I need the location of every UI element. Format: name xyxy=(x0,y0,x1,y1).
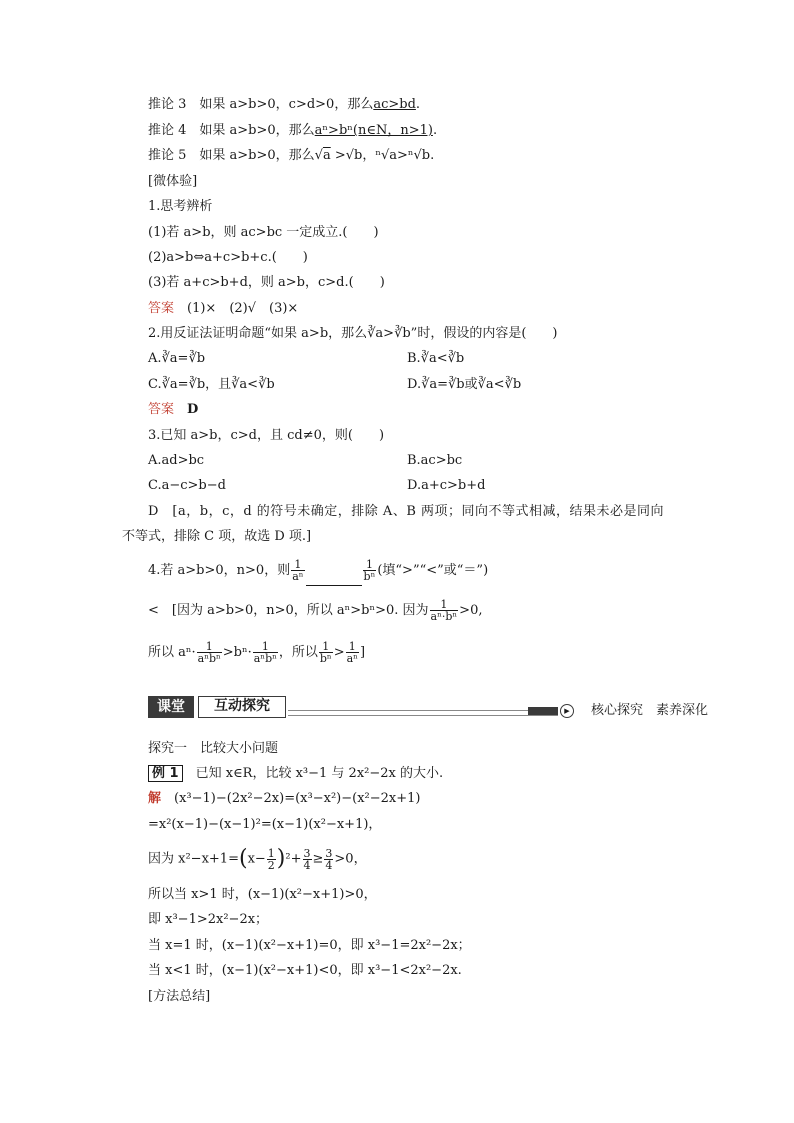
paren-open: ( xyxy=(238,846,248,871)
solution-line6: 当 x=1 时，(x−1)(x²−x+1)=0，即 x³−1=2x²−2x； xyxy=(148,938,471,953)
fraction xyxy=(267,848,276,871)
banner-subtitle: 核心探究 素养深化 xyxy=(590,703,708,718)
solution-label: 解 xyxy=(148,791,162,806)
text: 已知 x∈R，比较 x³−1 与 2x²−2x 的大小. xyxy=(182,766,444,781)
question-1-3: (3)若 a+c>b+d，则 a>b，c>d.( ) xyxy=(148,275,385,290)
text: x− xyxy=(247,851,266,867)
underlined-answer: aⁿ>bⁿ(n∈N，n>1) xyxy=(314,123,433,138)
fraction xyxy=(303,848,312,871)
question-1-1: (1)若 a>b，则 ac>bc 一定成立.( ) xyxy=(148,225,379,240)
answer-2 xyxy=(148,401,198,419)
option-3a: A.ad>bc xyxy=(148,453,205,468)
question-1-2: (2)a>b⇔a+c>b+c.( ) xyxy=(148,250,308,265)
underlined-answer: ac>bd xyxy=(373,97,416,112)
numerator: 1 xyxy=(291,559,304,571)
option-2b: B.∛a<∛b xyxy=(407,351,465,366)
solution-line2: =x²(x−1)−(x−1)²=(x−1)(x²−x+1)， xyxy=(148,817,382,832)
text: ²+ xyxy=(285,851,302,867)
fraction xyxy=(291,559,304,582)
option-2d: D.∛a=∛b或∛a<∛b xyxy=(407,377,522,392)
solution-line3 xyxy=(148,842,367,876)
numerator: 3 xyxy=(303,846,311,860)
option-3b: B.ac>bc xyxy=(407,453,463,468)
example-1 xyxy=(148,765,443,783)
text: >0, xyxy=(459,603,483,618)
banner-tag-classroom: 课堂 xyxy=(148,696,194,718)
text: ，所以 xyxy=(278,645,318,660)
text: ≥ xyxy=(312,851,324,867)
denominator: aⁿbⁿ xyxy=(197,652,221,665)
denominator: bⁿ xyxy=(363,570,376,583)
explanation-3-line2: 不等式，排除 C 项，故选 D 项.] xyxy=(122,529,312,544)
solution-line4: 所以当 x>1 时，(x−1)(x²−x+1)>0， xyxy=(148,887,377,902)
question-1-title: 1.思考辨析 xyxy=(148,199,213,214)
option-3d: D.a+c>b+d xyxy=(407,478,486,493)
method-summary-heading: [方法总结] xyxy=(148,989,211,1004)
text: . xyxy=(432,123,438,138)
denominator: aⁿ·bⁿ xyxy=(430,610,458,623)
solution-line7: 当 x<1 时，(x−1)(x²−x+1)<0，即 x³−1<2x²−2x. xyxy=(148,963,462,978)
answer-text: D xyxy=(174,402,199,417)
text: >bⁿ· xyxy=(222,645,252,660)
option-2c: C.∛a=∛b，且∛a<∛b xyxy=(148,377,275,392)
fraction xyxy=(319,641,333,664)
corollary-5 xyxy=(148,147,434,165)
denominator: aⁿbⁿ xyxy=(253,652,277,665)
fraction xyxy=(346,641,359,664)
text: 4.若 a>b>0，n>0，则 xyxy=(148,563,291,578)
fraction xyxy=(324,848,333,871)
numerator: 1 xyxy=(430,599,459,611)
text: 所以 aⁿ· xyxy=(148,645,196,660)
numerator: 3 xyxy=(325,846,333,860)
answer-4-line2 xyxy=(148,638,365,668)
section-banner xyxy=(148,696,708,718)
answer-1 xyxy=(148,300,298,318)
banner-rule xyxy=(288,710,558,716)
banner-tag-interactive: 互动探究 xyxy=(198,696,286,718)
underlined-answer: a xyxy=(322,148,331,163)
fraction xyxy=(363,559,377,582)
answer-label: 答案 xyxy=(148,402,175,417)
solution-line5: 即 x³−1>2x²−2x； xyxy=(148,912,269,927)
text: >√b，ⁿ√a>ⁿ√b. xyxy=(330,148,435,163)
numerator: 1 xyxy=(197,641,222,653)
text: < [因为 a>b>0，n>0，所以 aⁿ>bⁿ>0. 因为 xyxy=(148,603,429,618)
fraction xyxy=(197,641,222,664)
denominator: 4 xyxy=(303,858,311,872)
text: . xyxy=(415,97,421,112)
answer-text: (1)× (2)√ (3)× xyxy=(174,301,299,316)
text: 推论 5 如果 a>b>0，那么√ xyxy=(148,148,323,163)
text: ] xyxy=(359,645,366,660)
paren-close: ) xyxy=(276,846,286,871)
text: 推论 4 如果 a>b>0，那么 xyxy=(148,123,315,138)
corollary-4 xyxy=(148,122,437,140)
denominator: bⁿ xyxy=(319,652,332,665)
corollary-3 xyxy=(148,96,420,114)
mini-exercise-heading: [微体验] xyxy=(148,174,198,189)
answer-4-line1 xyxy=(148,596,482,626)
denominator: 4 xyxy=(325,858,333,872)
denominator: aⁿ xyxy=(292,570,304,583)
explore-1-title: 探究一 比较大小问题 xyxy=(148,741,279,756)
denominator: aⁿ xyxy=(346,652,358,665)
example-label: 例 1 xyxy=(148,765,183,782)
numerator: 1 xyxy=(319,641,333,653)
text: 因为 x²−x+1= xyxy=(148,851,239,867)
answer-label: 答案 xyxy=(148,301,175,316)
question-4 xyxy=(148,556,488,586)
question-2: 2.用反证法证明命题“如果 a>b，那么∛a>∛b”时，假设的内容是( ) xyxy=(148,326,558,341)
text: >0， xyxy=(334,851,367,867)
text: > xyxy=(333,645,345,660)
numerator: 1 xyxy=(253,641,278,653)
option-2a: A.∛a=∛b xyxy=(148,351,206,366)
fraction xyxy=(253,641,278,664)
numerator: 1 xyxy=(363,559,377,571)
play-icon: ▶ xyxy=(560,704,574,718)
fraction xyxy=(430,599,459,622)
text: (x³−1)−(2x²−2x)=(x³−x²)−(x²−2x+1) xyxy=(161,791,421,806)
banner-bar xyxy=(528,707,558,715)
text: 推论 3 如果 a>b>0，c>d>0，那么 xyxy=(148,97,374,112)
explanation-3-line1: D [a，b，c，d 的符号未确定，排除 A、B 两项；同向不等式相减，结果未必是同向 xyxy=(148,504,665,519)
text: (填“>”“<”或“＝”) xyxy=(377,563,489,578)
answer-blank xyxy=(306,573,362,586)
denominator: 2 xyxy=(267,858,275,872)
solution-line1 xyxy=(148,790,420,808)
option-3c: C.a−c>b−d xyxy=(148,478,226,493)
numerator: 1 xyxy=(346,641,359,653)
numerator: 1 xyxy=(267,846,275,860)
question-3: 3.已知 a>b，c>d，且 cd≠0，则( ) xyxy=(148,428,385,443)
